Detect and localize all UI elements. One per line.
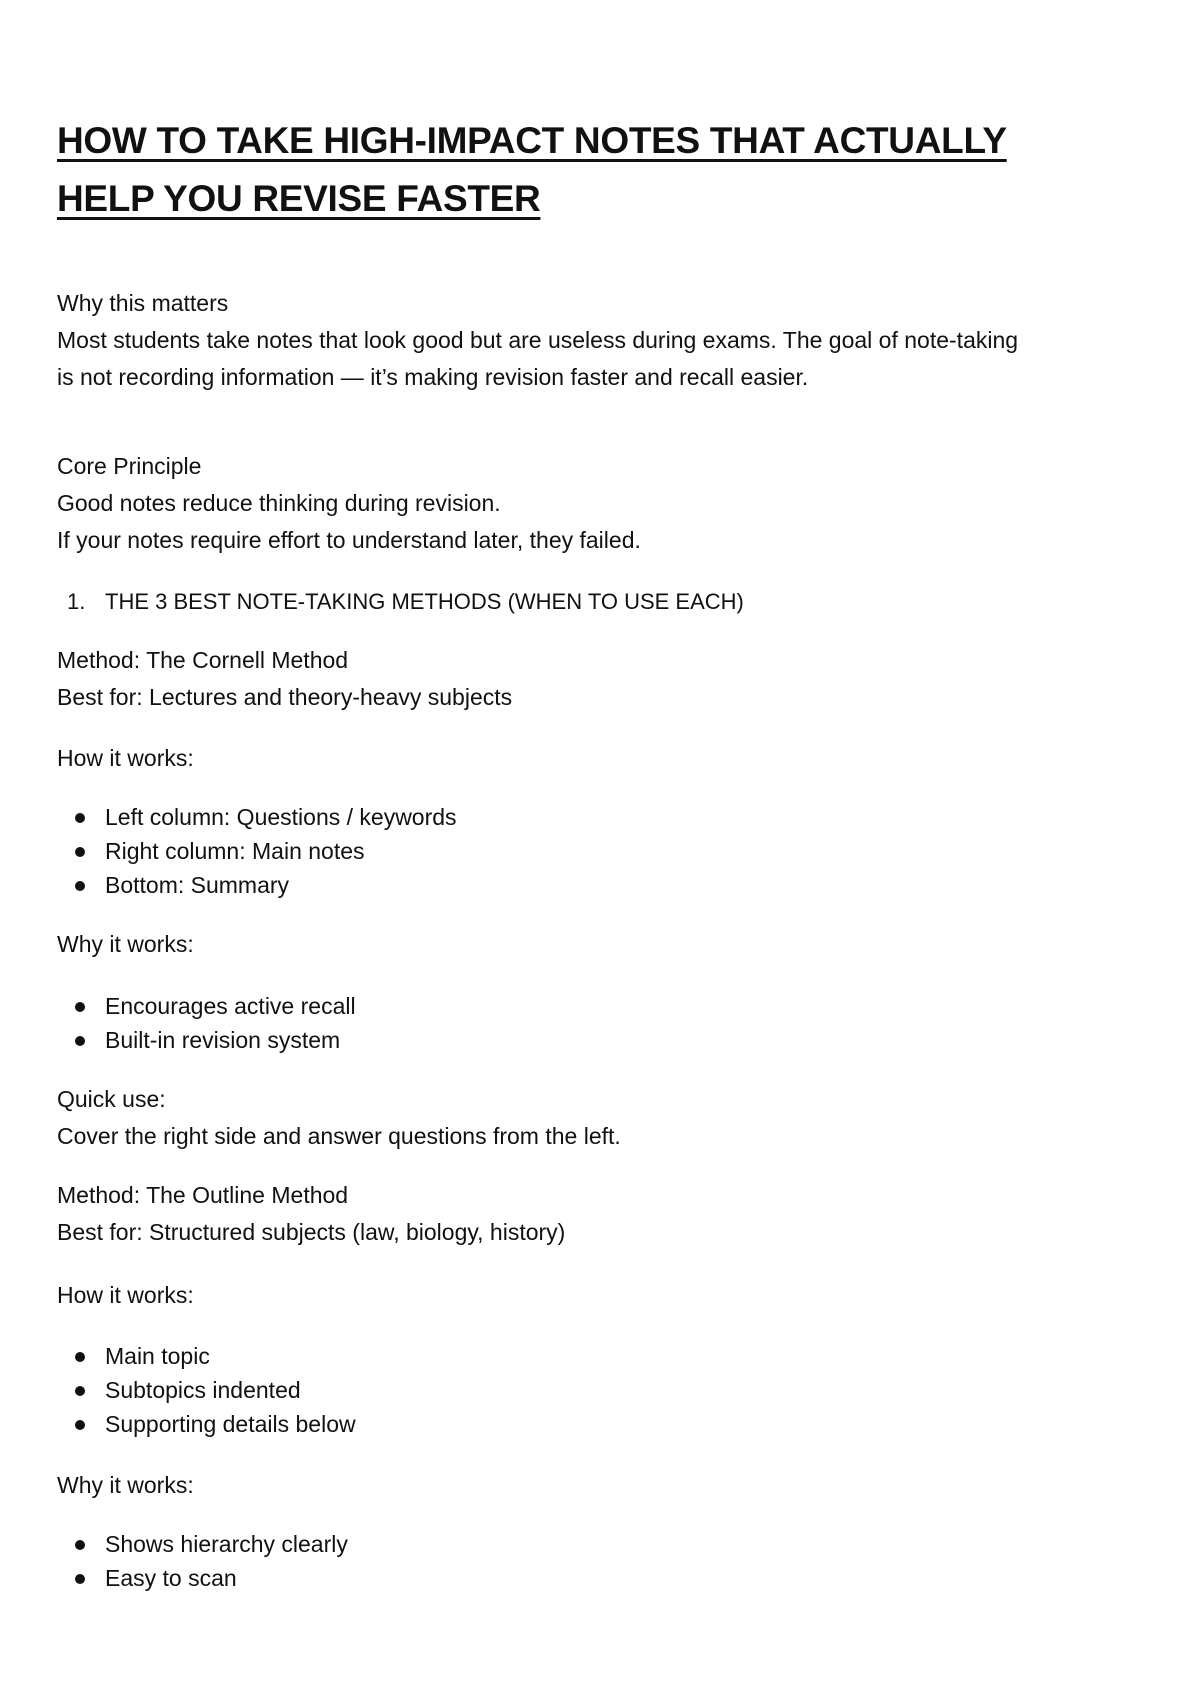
- quick-use-heading: Quick use:: [57, 1086, 166, 1112]
- outline-how-heading: How it works:: [57, 1282, 194, 1308]
- why-matters-section: [57, 285, 1157, 396]
- core-principle-heading: Core Principle: [57, 453, 202, 479]
- title-line-2: HELP YOU REVISE FASTER: [57, 178, 541, 219]
- cornell-why-heading: Why it works:: [57, 931, 194, 957]
- bullet-icon: [75, 813, 85, 823]
- cornell-how-list: [57, 800, 1157, 902]
- bullet-icon: [75, 1002, 85, 1012]
- cornell-quick-use: [57, 1081, 1157, 1155]
- outline-method-header: [57, 1177, 1157, 1251]
- why-matters-text-line-2: is not recording information — it’s making revision faster and recall easier.: [57, 364, 809, 390]
- cornell-best-for: Best for: Lectures and theory-heavy subjects: [57, 684, 513, 710]
- list-item: Shows hierarchy clearly: [57, 1527, 1157, 1561]
- cornell-how-heading: How it works:: [57, 745, 194, 771]
- section-1-heading: [57, 583, 744, 620]
- core-principle-line-2: If your notes require effort to understand later, they failed.: [57, 527, 641, 553]
- section-1-number: 1.: [67, 589, 86, 614]
- why-matters-heading: Why this matters: [57, 290, 229, 316]
- outline-how-list: [57, 1339, 1157, 1441]
- list-item: Main topic: [57, 1339, 1157, 1373]
- bullet-icon: [75, 1352, 85, 1362]
- list-item: Encourages active recall: [57, 989, 1157, 1023]
- bullet-icon: [75, 1386, 85, 1396]
- quick-use-text: Cover the right side and answer questions from the left.: [57, 1123, 621, 1149]
- bullet-icon: [75, 1420, 85, 1430]
- list-item: Right column: Main notes: [57, 834, 1157, 868]
- cornell-why-list: [57, 989, 1157, 1057]
- outline-best-for: Best for: Structured subjects (law, biology, history): [57, 1219, 566, 1245]
- list-item: Bottom: Summary: [57, 868, 1157, 902]
- document-title: [57, 112, 1157, 228]
- bullet-icon: [75, 881, 85, 891]
- bullet-icon: [75, 1540, 85, 1550]
- bullet-icon: [75, 847, 85, 857]
- list-item: Built-in revision system: [57, 1023, 1157, 1057]
- list-item: Easy to scan: [57, 1561, 1157, 1595]
- list-item: Supporting details below: [57, 1407, 1157, 1441]
- section-1-title: THE 3 BEST NOTE-TAKING METHODS (WHEN TO USE EACH): [105, 589, 744, 614]
- core-principle-section: [57, 448, 1157, 559]
- bullet-icon: [75, 1574, 85, 1584]
- list-item: Left column: Questions / keywords: [57, 800, 1157, 834]
- core-principle-line-1: Good notes reduce thinking during revision.: [57, 490, 501, 516]
- outline-why-heading: Why it works:: [57, 1472, 194, 1498]
- outline-method-name: Method: The Outline Method: [57, 1182, 349, 1208]
- cornell-method-header: [57, 642, 1157, 716]
- list-item: Subtopics indented: [57, 1373, 1157, 1407]
- title-line-1: HOW TO TAKE HIGH-IMPACT NOTES THAT ACTUALLY: [57, 120, 1007, 161]
- why-matters-text-line-1: Most students take notes that look good but are useless during exams. The goal of note-taking: [57, 327, 1019, 353]
- cornell-method-name: Method: The Cornell Method: [57, 647, 349, 673]
- bullet-icon: [75, 1036, 85, 1046]
- outline-why-list: [57, 1527, 1157, 1595]
